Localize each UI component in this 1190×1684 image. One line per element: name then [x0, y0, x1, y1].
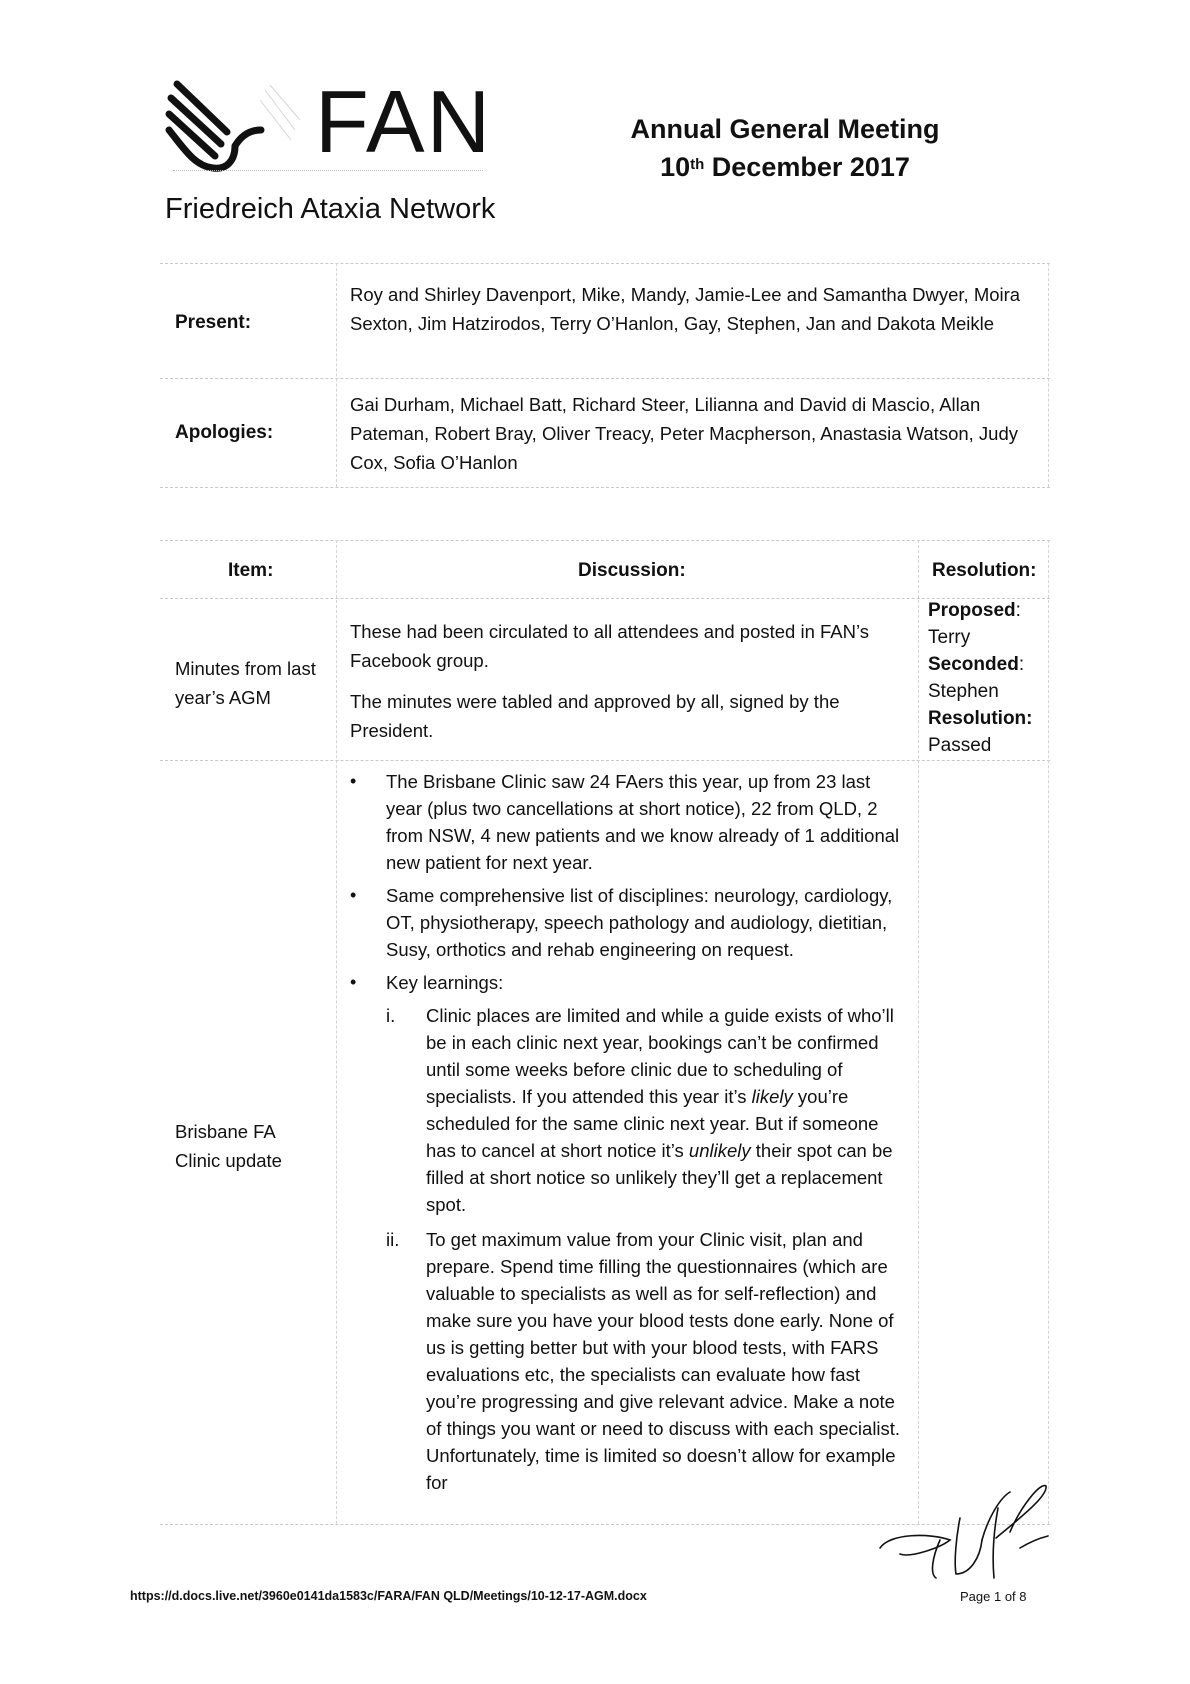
proposed-line [928, 597, 1033, 624]
logo-subtitle: Friedreich Ataxia Network [165, 193, 496, 225]
meeting-title: Annual General Meeting [630, 114, 940, 144]
sub1-text-a: Clinic places are limited and while a guide exists of who’ll be in each clinic next year, bookings can’t be confirmed until some weeks before clinic due to scheduling of specialists. If you attended this year it’s [426, 1005, 894, 1107]
seconded-label: Seconded [928, 654, 1019, 675]
bullet-icon: • [350, 885, 357, 905]
bullet-item-1 [350, 768, 910, 876]
table-border [918, 540, 919, 1524]
present-text: Roy and Shirley Davenport, Mike, Mandy, Jamie-Lee and Samantha Dwyer, Moira Sexton, Jim Hatzirodos, Terry O’Hanlon, Gay, Stephen, Jan and Dakota Meikle [350, 284, 1021, 334]
sub-item-text-1 [426, 1002, 910, 1218]
seconded-line [928, 651, 1033, 678]
present-label: Present: [175, 312, 252, 333]
footer-file-path: https://d.docs.live.net/3960e0141da1583c/FARA/FAN QLD/Meetings/10-12-17-AGM.docx [130, 1589, 647, 1603]
proposed-label: Proposed [928, 600, 1016, 621]
bullet-item-3 [350, 969, 910, 996]
proposed-colon: : [1015, 600, 1021, 621]
row1-item: Minutes from last year’s AGM [175, 658, 316, 708]
table-border [160, 760, 1050, 761]
sub1-text-c: their spot can be filled at short notice so unlikely they’ll get a replacement spot. [426, 1140, 893, 1215]
column-header-item: Item: [228, 560, 274, 581]
date-day: 10 [660, 152, 691, 182]
sub-item-1 [350, 1002, 910, 1218]
bullet-icon: • [350, 771, 357, 791]
seconded-value: Stephen [928, 681, 999, 702]
row1-discussion [350, 617, 890, 745]
fan-wordmark: FAN [315, 72, 493, 171]
sub-item-number: i. [386, 1005, 396, 1026]
resolution-label: Resolution: [928, 708, 1033, 729]
sub-item-text-2: To get maximum value from your Clinic visit, plan and prepare. Spend time filling the questionnaires (which are valuable to specialists as well as for self-reflection) and make sure you have your blood tests done early. None of us is getting better but with your blood tests, with FARS evaluations etc, the specialists can evaluate how fast you’re progressing and give relevant advice. Make a note of things you want or need to discuss with each specialist. Unfortunately, time is limited so doesn’t allow for example for [426, 1229, 901, 1493]
sub-item-2 [350, 1226, 910, 1496]
bullet-item-2 [350, 882, 910, 963]
apologies-text: Gai Durham, Michael Batt, Richard Steer, Lilianna and David di Mascio, Allan Pateman, Robert Bray, Oliver Treacy, Peter Macpherson, Anastasia Watson, Judy Cox, Sofia O’Hanlon [350, 394, 1019, 473]
meeting-date [560, 148, 1010, 186]
table-border [160, 263, 1050, 264]
sub1-emphasis-likely: likely [751, 1086, 793, 1107]
footer-page-number: Page 1 of 8 [960, 1589, 1027, 1604]
table-border [336, 540, 337, 1524]
bullet-text-3: Key learnings: [386, 972, 504, 993]
fan-logo [165, 72, 505, 228]
date-suffix: th [690, 156, 705, 173]
sub-item-number: ii. [386, 1229, 400, 1250]
column-header-resolution: Resolution: [932, 560, 1037, 581]
bullet-text-2: Same comprehensive list of disciplines: neurology, cardiology, OT, physiotherapy, speech pathology and audiology, dietitian, Susy, orthotics and rehab engineering on request. [386, 885, 893, 960]
resolution-value: Passed [928, 735, 992, 756]
signature-icon [870, 1478, 1060, 1588]
seconded-colon: : [1018, 654, 1025, 675]
proposed-value: Terry [928, 627, 971, 648]
table-border [160, 378, 1050, 379]
apologies-label: Apologies: [175, 422, 274, 443]
bullet-icon: • [350, 972, 357, 992]
table-border [160, 598, 1050, 599]
sub1-emphasis-unlikely: unlikely [688, 1140, 751, 1161]
row2-discussion [350, 768, 910, 1504]
date-rest: December 2017 [704, 152, 910, 182]
row1-paragraph-2: The minutes were tabled and approved by all, signed by the President. [350, 691, 840, 741]
column-header-discussion: Discussion: [578, 560, 686, 581]
table-border [1048, 263, 1049, 487]
sub1-text-b: you’re scheduled for the same clinic next year. But if someone has to cancel at short notice it’s [426, 1086, 879, 1161]
table-border [160, 540, 1050, 541]
hand-logo-icon [165, 80, 305, 180]
document-heading [560, 110, 1010, 186]
row1-resolution [928, 597, 1033, 759]
logo-divider [173, 170, 483, 173]
table-border [336, 263, 337, 487]
table-border [1048, 540, 1049, 1524]
row2-item: Brisbane FA Clinic update [175, 1121, 282, 1171]
row1-paragraph-1: These had been circulated to all attendees and posted in FAN’s Facebook group. [350, 621, 870, 671]
bullet-text-1: The Brisbane Clinic saw 24 FAers this year, up from 23 last year (plus two cancellations at short notice), 22 from QLD, 2 from NSW, 4 new patients and we know already of 1 additional new patient for next year. [386, 771, 900, 873]
table-border [160, 487, 1050, 488]
